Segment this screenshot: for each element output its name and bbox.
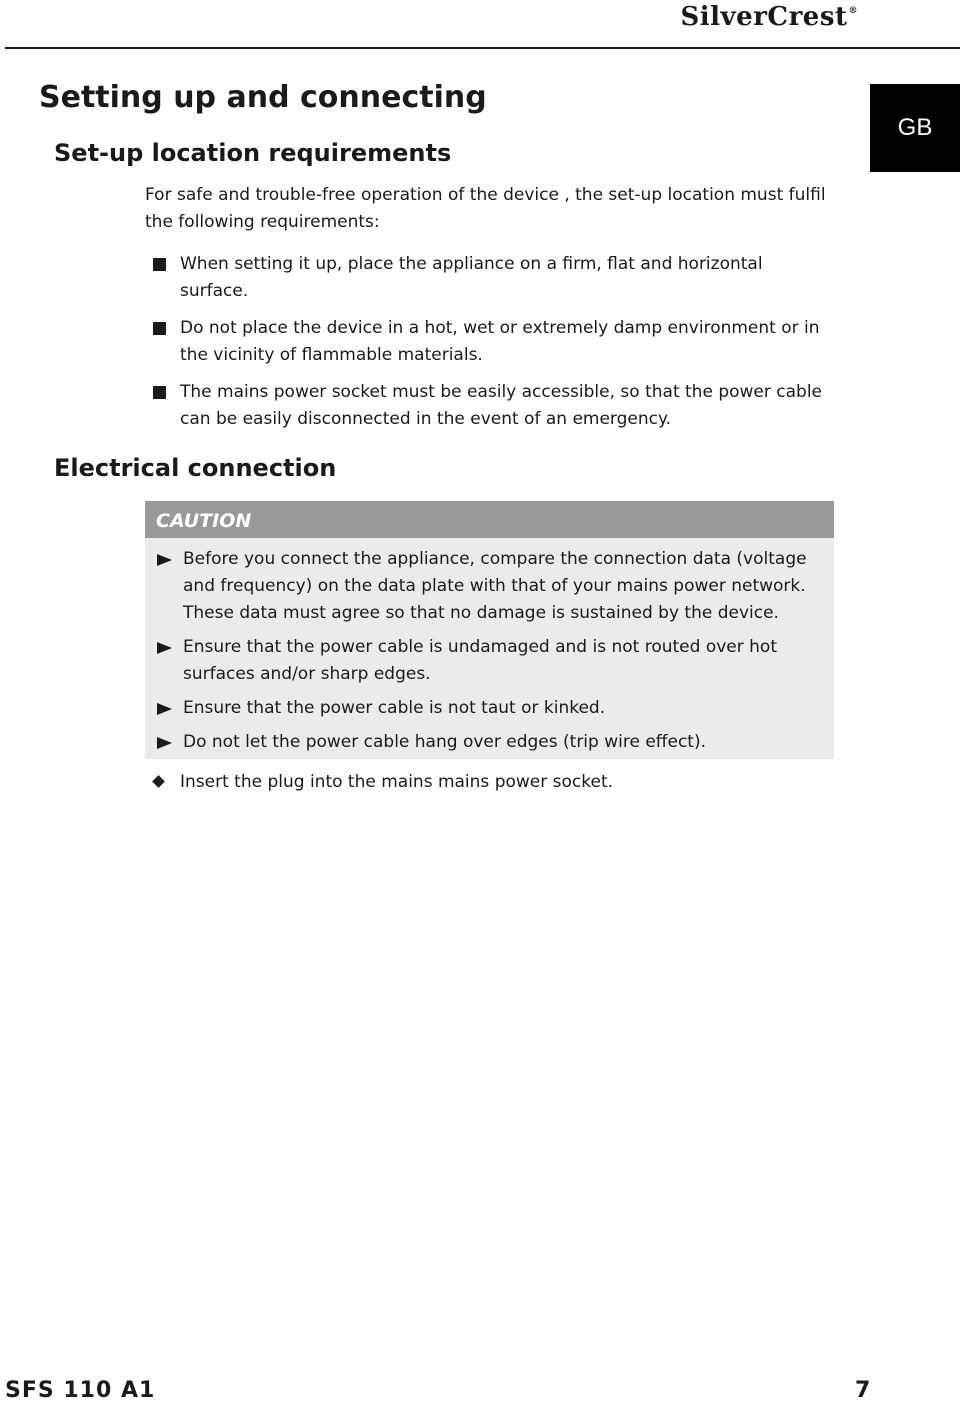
header-rule: [5, 47, 960, 49]
square-bullet-icon: [153, 386, 166, 399]
caution-label: CAUTION: [145, 501, 834, 538]
model-number: SFS 110 A1: [5, 1378, 156, 1403]
list-item-text: Do not place the device in a hot, wet or extremely damp environment or in the vicinity of flammable materials.: [180, 318, 820, 365]
setup-intro: For safe and trouble-free operation of the device , the set-up location must fulfil the following requirements:: [145, 185, 826, 232]
list-item-text: Ensure that the power cable is not taut or kinked.: [183, 698, 606, 718]
arrow-bullet-icon: [157, 703, 172, 715]
list-item-text: The mains power socket must be easily accessible, so that the power cable can be easily disconnected in the event of an emergency.: [180, 382, 822, 429]
setup-heading: Set-up location requirements: [54, 139, 452, 167]
diamond-bullet-icon: [152, 775, 165, 788]
arrow-bullet-icon: [157, 642, 172, 654]
list-item: [145, 634, 834, 688]
list-item: [152, 379, 832, 433]
language-tab: GB: [870, 84, 960, 172]
square-bullet-icon: [153, 258, 166, 271]
arrow-bullet-icon: [157, 737, 172, 749]
list-item: [145, 695, 834, 722]
caution-box: [145, 501, 834, 759]
list-item-text: When setting it up, place the appliance on a firm, flat and horizontal surface.: [180, 254, 763, 301]
caution-list: [145, 538, 834, 756]
list-item: [152, 315, 832, 369]
list-item: [145, 729, 834, 756]
electrical-heading: Electrical connection: [54, 454, 337, 482]
list-item: [145, 546, 834, 627]
list-item-text: Before you connect the appliance, compare the connection data (voltage and frequency) on the data plate with that of your mains power network. These data must agree so that no damage is sustained by the device.: [183, 549, 807, 623]
arrow-bullet-icon: [157, 554, 172, 566]
list-item-text: Do not let the power cable hang over edges (trip wire effect).: [183, 732, 707, 752]
list-item: [152, 251, 832, 305]
action-step: [152, 769, 613, 796]
square-bullet-icon: [153, 322, 166, 335]
brand-name: SilverCrest: [680, 2, 848, 32]
requirements-list: [152, 251, 832, 443]
action-step-text: Insert the plug into the mains mains power socket.: [180, 772, 614, 792]
registered-mark: ®: [848, 6, 858, 16]
page-number: 7: [855, 1378, 871, 1403]
brand-logo: [681, 2, 858, 32]
list-item-text: Ensure that the power cable is undamaged and is not routed over hot surfaces and/or sharp edges.: [183, 637, 777, 684]
page-title: Setting up and connecting: [39, 80, 487, 115]
